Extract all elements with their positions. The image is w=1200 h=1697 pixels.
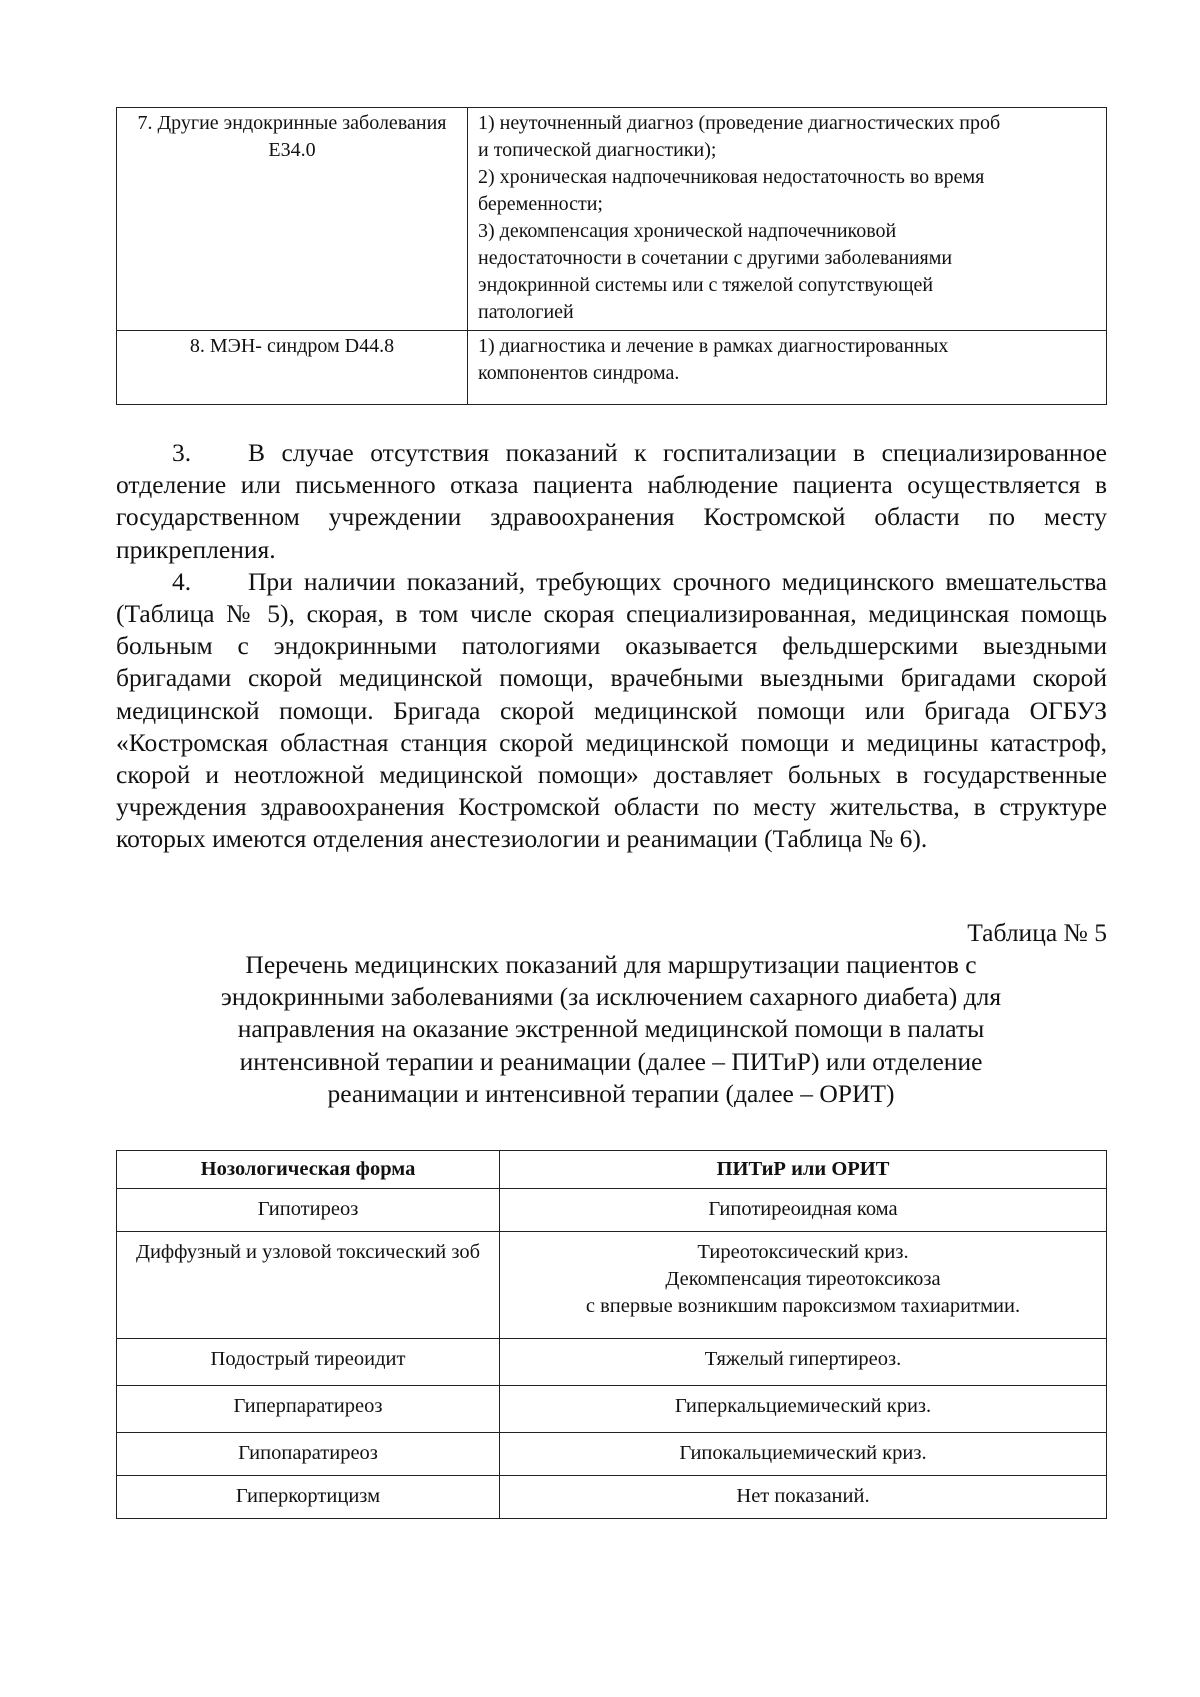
indications-cell bbox=[468, 108, 1107, 331]
indication-line: и топической диагностики); bbox=[478, 139, 717, 161]
indication-line: Гиперкальциемический криз. bbox=[674, 1395, 932, 1417]
nosology-cell: Гипотиреоз bbox=[117, 1189, 500, 1232]
table-5 bbox=[116, 1150, 1107, 1519]
nosology-cell: Подострый тиреоидит bbox=[117, 1339, 500, 1386]
indication-line: Декомпенсация тиреотоксикоза bbox=[665, 1268, 941, 1290]
column-header: Нозологическая форма bbox=[117, 1151, 500, 1189]
paragraph-number: 4. bbox=[172, 566, 192, 596]
table-row bbox=[117, 1189, 1107, 1232]
indication-cell bbox=[500, 1386, 1107, 1433]
indication-line: эндокринной системы или с тяжелой сопутствующей bbox=[478, 274, 934, 296]
indications-cell bbox=[468, 331, 1107, 405]
title-line: реанимации и интенсивной терапии (далее – ОРИТ) bbox=[327, 1078, 895, 1108]
continued-table bbox=[116, 107, 1107, 405]
indication-line: 2) хроническая надпочечниковая недостаточность во время bbox=[478, 166, 985, 188]
title-line: интенсивной терапии и реанимации (далее – ПИТиР) или отделение bbox=[239, 1046, 983, 1076]
indication-line: патологией bbox=[478, 301, 574, 323]
table-row bbox=[117, 1339, 1107, 1386]
indication-cell bbox=[500, 1433, 1107, 1476]
column-header: ПИТиР или ОРИТ bbox=[500, 1151, 1107, 1189]
indication-line: 1) неуточненный диагноз (проведение диагностических проб bbox=[478, 112, 1001, 134]
table-row bbox=[117, 108, 1107, 331]
paragraph-number: 3. bbox=[172, 438, 192, 467]
indication-cell bbox=[500, 1189, 1107, 1232]
title-line: эндокринными заболеваниями (за исключением сахарного диабета) для bbox=[220, 982, 1002, 1012]
nosology-cell: Диффузный и узловой токсический зоб bbox=[117, 1232, 500, 1339]
paragraph-4 bbox=[116, 566, 1107, 856]
paragraph-3 bbox=[116, 437, 1107, 566]
indication-line: с впервые возникшим пароксизмом тахиаритмии. bbox=[585, 1295, 1021, 1317]
word: диагностика bbox=[499, 335, 606, 357]
nosology-cell: Гиперкортицизм bbox=[117, 1476, 500, 1519]
word: рамках bbox=[713, 335, 774, 357]
indication-line: Нет показаний. bbox=[736, 1485, 870, 1507]
indication-line: Гипокальциемический криз. bbox=[679, 1442, 927, 1464]
word: и bbox=[610, 335, 622, 357]
nosology-cell: Гиперпаратиреоз bbox=[117, 1386, 500, 1433]
indication-cell bbox=[500, 1232, 1107, 1339]
indication-line: Тяжелый гипертиреоз. bbox=[704, 1348, 902, 1370]
indication-line: Гипотиреоидная кома bbox=[708, 1198, 898, 1220]
header-row bbox=[117, 1151, 1107, 1189]
table-row bbox=[117, 1232, 1107, 1339]
word: диагностированных bbox=[778, 335, 949, 357]
indication-line bbox=[478, 333, 1096, 360]
indication-line: компонентов синдрома. bbox=[478, 362, 680, 384]
item-number: 1) bbox=[478, 335, 495, 357]
title-line: направления на оказание экстренной медицинской помощи в палаты bbox=[237, 1014, 985, 1044]
table-title bbox=[196, 949, 1026, 1110]
table-row bbox=[117, 1433, 1107, 1476]
indication-line: 3) декомпенсация хронической надпочечниковой bbox=[478, 220, 897, 242]
indication-line: Тиреотоксический криз. bbox=[697, 1241, 909, 1263]
table-row bbox=[117, 1476, 1107, 1519]
indication-cell bbox=[500, 1339, 1107, 1386]
body-text bbox=[116, 437, 1107, 856]
table-row bbox=[117, 1386, 1107, 1433]
table-row bbox=[117, 331, 1107, 405]
nosology-cell: 8. МЭН- синдром D44.8 bbox=[117, 331, 468, 405]
title-line: Перечень медицинских показаний для маршрутизации пациентов с bbox=[245, 950, 977, 979]
indication-cell bbox=[500, 1476, 1107, 1519]
table-caption: Таблица № 5 bbox=[967, 918, 1107, 947]
word: в bbox=[698, 335, 709, 357]
word: лечение bbox=[626, 335, 694, 357]
paragraph-text: В случае отсутствия показаний к госпитализации в специализированное отделение или письменного отказа пациента наблюдение пациента осуществляется в государственном учреждении здравоохранения Костромской области по месту прикрепления. bbox=[116, 438, 1107, 564]
paragraph-text: При наличии показаний, требующих срочного медицинского вмешательства (Таблица № 5), скорая, в том числе скорая специализированная, медицинская помощь больным с эндокринными патологиями оказывается фельдшерскими выездными бригадами скорой медицинской помощи, врачебными выездными бригадами скорой медицинской помощи. Бригада скорой медицинской помощи или бригада ОГБУЗ «Костромская областная станция скорой медицинской помощи и медицины катастроф, скорой и неотложной медицинской помощи» доставляет больных в государственные учреждения здравоохранения Костромской области по месту жительства, в структуре которых имеются отделения анестезиологии и реанимации (Таблица № 6). bbox=[116, 566, 1107, 854]
nosology-cell: Гипопаратиреоз bbox=[117, 1433, 500, 1476]
indication-line: беременности; bbox=[478, 193, 603, 215]
nosology-cell: 7. Другие эндокринные заболевания E34.0 bbox=[117, 108, 468, 331]
indication-line: недостаточности в сочетании с другими заболеваниями bbox=[478, 247, 953, 269]
